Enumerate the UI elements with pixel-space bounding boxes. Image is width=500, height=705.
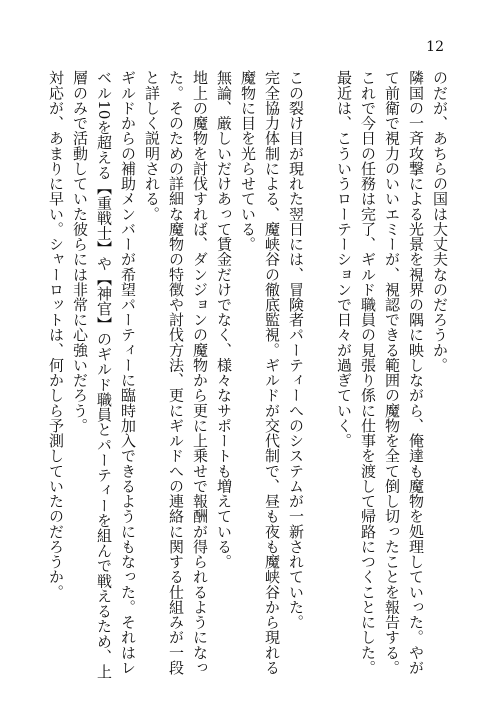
paragraph: ギルドからの補助メンバーが希望パーティーに臨時加入できるようにもなった。それはレベル10を超える【重戦士】や【神官】のギルド職員とパーティーを組んで戦えるため、上層のみで活動していた彼らには非常に心強いだろう。 (71, 70, 137, 680)
body-text (42, 70, 452, 680)
paragraph: 最近は、こういうローテーションで日々が過ぎていく。 (335, 70, 353, 448)
paragraph: 無論、厳しいだけあって賃金だけでなく、様々なサポートも増えている。 (215, 70, 233, 569)
paragraph: 完全協力体制による、魔峡谷の徹底監視。ギルドが交代制で、昼も夜も魔峡谷から現れる魔物に目を光らせている。 (239, 70, 281, 675)
paragraph: 地上の魔物を討伐すれば、ダンジョンの魔物から更に上乗せで報酬が得られるようになった。そのための詳細な魔物の特徴や討伐方法、更にギルドへの連絡に関する仕組みが一段と詳しく説明される。 (143, 70, 209, 675)
paragraph: この裂け目が現れた翌日には、冒険者パーティーへのシステムが一新されていた。 (287, 70, 305, 630)
paragraph: これで今日の任務は完了、ギルド職員の見張り係に仕事を渡して帰路につくことにした。 (359, 70, 377, 675)
paragraph: のだが、あちらの国は大丈夫なのだろうか。 (431, 70, 449, 373)
paragraph: 対応が、あまりに早い。シャーロットは、何かしら予測していたのだろうか。 (47, 70, 65, 600)
page-number: 12 (426, 39, 444, 55)
paragraph: 隣国の一斉攻撃による光景を視界の隅に映しながら、俺達も魔物を処理していった。やがて前衛で視力のいいエミーが、視認できる範囲の魔物を全て倒し切ったことを報告する。 (383, 70, 425, 675)
section-break (308, 70, 332, 680)
